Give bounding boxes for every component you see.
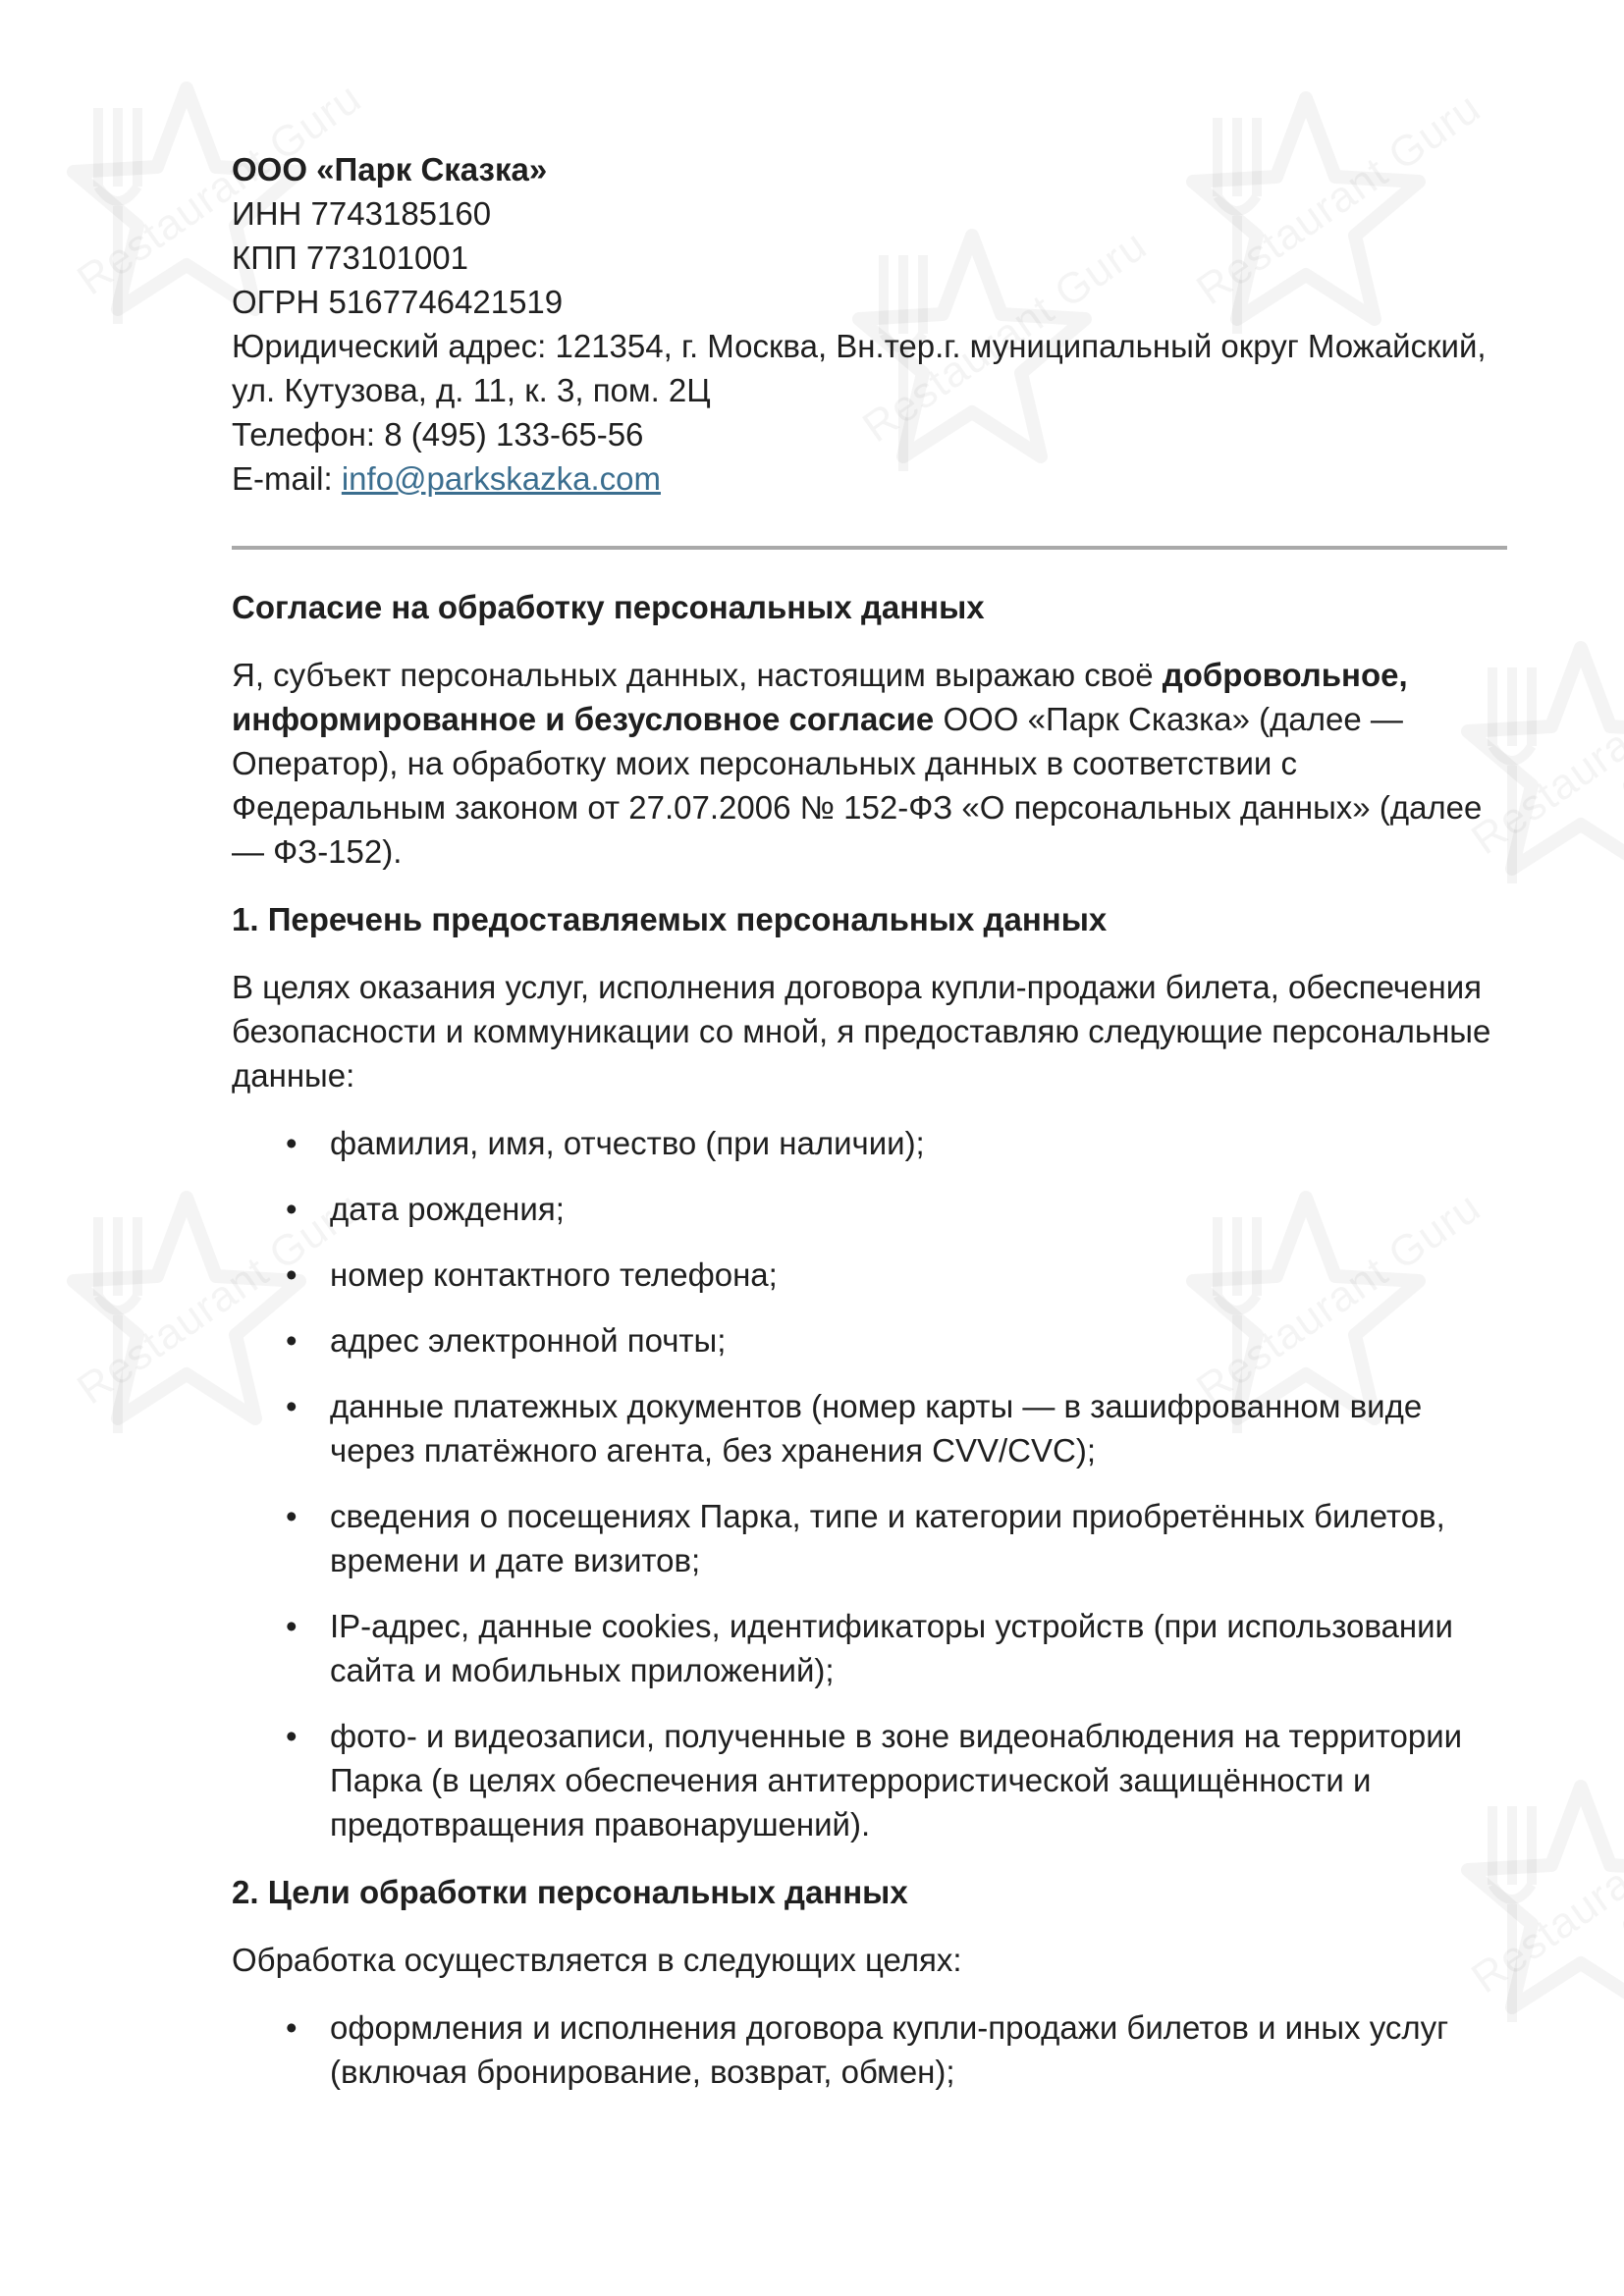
email-label: E-mail: [232,460,342,497]
document-page [232,147,1508,2117]
address-line-2: ул. Кутузова, д. 11, к. 3, пом. 2Ц [232,372,711,408]
list-item: • дата рождения; [232,1187,1508,1231]
company-name: ООО «Парк Сказка» [232,151,548,187]
section-1-heading: 1. Перечень предоставляемых персональных данных [232,901,1108,937]
section-2-intro: Обработка осуществляется в следующих целях: [232,1942,962,1978]
ogrn: ОГРН 5167746421519 [232,284,564,320]
list-item: • IP-адрес, данные cookies, идентификаторы устройств (при использовании сайта и мобильных приложений); [232,1604,1508,1692]
phone: Телефон: 8 (495) 133-65-56 [232,416,644,453]
section-2-heading: 2. Цели обработки персональных данных [232,1874,908,1910]
consent-intro-post: ООО «Парк Сказка» (далее — Оператор), на обработку моих персональных данных в соответствии с Федеральным законом от 27.07.2006 № 152-ФЗ «О персональных данных» (далее — ФЗ-152). [232,701,1483,870]
consent-title: Согласие на обработку персональных данных [232,589,985,625]
inn: ИНН 7743185160 [232,195,492,232]
list-item: • номер контактного телефона; [232,1253,1508,1297]
email-line [232,456,1508,501]
section-1-intro: В целях оказания услуг, исполнения договора купли-продажи билета, обеспечения безопасности и коммуникации со мной, я предоставляю следующие персональные данные: [232,969,1491,1094]
list-item: • фото- и видеозаписи, полученные в зоне видеонаблюдения на территории Парка (в целях обеспечения антитеррористической защищённости и предотвращения правонарушений). [232,1714,1508,1846]
address-line-1: Юридический адрес: 121354, г. Москва, Вн.тер.г. муниципальный округ Можайский, [232,328,1487,364]
list-item: • адрес электронной почты; [232,1318,1508,1362]
list-item: • фамилия, имя, отчество (при наличии); [232,1121,1508,1165]
list-item: • оформления и исполнения договора купли-продажи билетов и иных услуг (включая бронирование, возврат, обмен); [232,2005,1508,2094]
list-item: • данные платежных документов (номер карты — в зашифрованном виде через платёжного агента, без хранения CVV/CVC); [232,1384,1508,1472]
kpp: КПП 773101001 [232,240,469,276]
list-item: • сведения о посещениях Парка, типе и категории приобретённых билетов, времени и дате визитов; [232,1494,1508,1582]
consent-intro [232,653,1508,874]
section-1-list [232,1121,1508,1846]
contact-block [232,147,1508,501]
email-link[interactable]: info@parkskazka.com [341,460,661,497]
divider [232,546,1507,550]
section-2-list [232,2005,1508,2094]
consent-intro-bold: добровольное, информированное и безусловное согласие [232,657,1408,737]
consent-intro-pre: Я, субъект персональных данных, настоящим выражаю своё [232,657,1163,693]
